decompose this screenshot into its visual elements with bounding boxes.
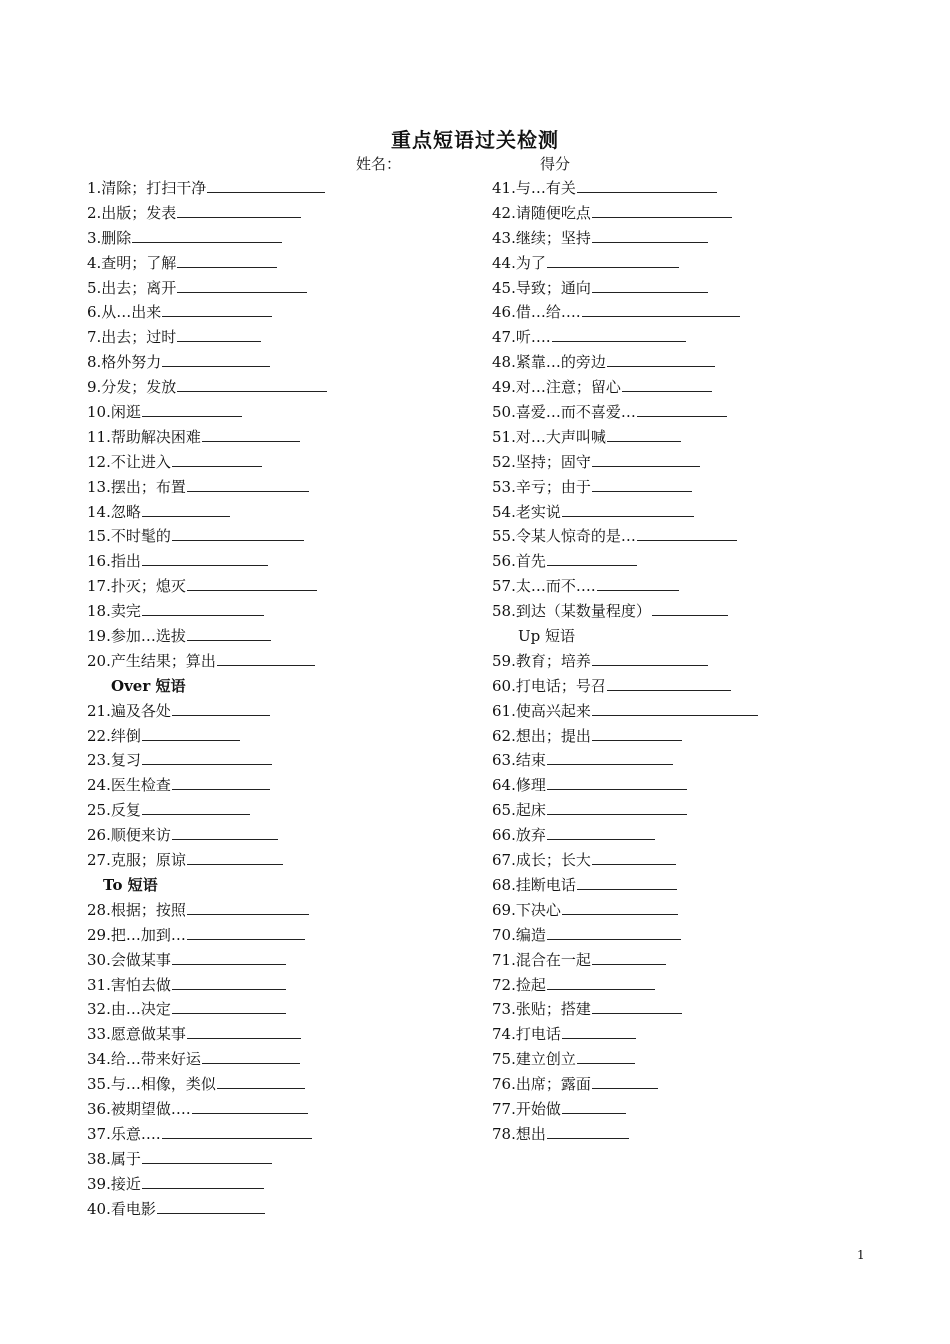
question-prompt: 69.下决心 <box>492 900 561 919</box>
answer-blank[interactable] <box>142 401 242 417</box>
answer-blank[interactable] <box>592 949 666 965</box>
question-item <box>492 1022 758 1047</box>
answer-blank[interactable] <box>547 774 687 790</box>
question-item <box>87 574 327 599</box>
question-prompt: 74.打电话 <box>492 1025 561 1044</box>
answer-blank[interactable] <box>562 501 694 517</box>
answer-blank[interactable] <box>177 376 327 392</box>
question-prompt: 28.根据；按照 <box>87 900 186 919</box>
question-item <box>492 524 758 549</box>
question-prompt: 16.指出 <box>87 552 141 571</box>
question-prompt: 51.对…大声叫喊 <box>492 427 606 446</box>
question-item <box>87 500 327 525</box>
question-prompt: 46.借…给…. <box>492 303 581 322</box>
question-prompt: 35.与…相像，类似 <box>87 1075 216 1094</box>
question-item <box>492 276 758 301</box>
question-item <box>87 823 327 848</box>
question-prompt: 38.属于 <box>87 1149 141 1168</box>
question-item <box>87 997 327 1022</box>
question-prompt: 39.接近 <box>87 1174 141 1193</box>
section-heading-text: To 短语 <box>103 875 158 894</box>
question-item <box>492 674 758 699</box>
answer-blank[interactable] <box>637 525 737 541</box>
answer-blank[interactable] <box>142 600 264 616</box>
answer-blank[interactable] <box>187 899 309 915</box>
question-item <box>87 549 327 574</box>
answer-blank[interactable] <box>142 550 268 566</box>
question-prompt: 33.愿意做某事 <box>87 1025 186 1044</box>
answer-blank[interactable] <box>592 476 692 492</box>
question-item <box>492 699 758 724</box>
question-item <box>492 1122 758 1147</box>
question-item <box>492 1097 758 1122</box>
answer-blank[interactable] <box>172 700 270 716</box>
answer-blank[interactable] <box>592 998 682 1014</box>
answer-blank[interactable] <box>177 277 307 293</box>
question-prompt: 31.害怕去做 <box>87 975 171 994</box>
question-item <box>87 176 327 201</box>
question-item <box>492 574 758 599</box>
question-prompt: 37.乐意…. <box>87 1124 161 1143</box>
question-item <box>492 325 758 350</box>
question-item <box>492 599 758 624</box>
question-prompt: 44.为了 <box>492 253 546 272</box>
answer-blank[interactable] <box>547 550 637 566</box>
answer-blank[interactable] <box>217 1073 305 1089</box>
question-item <box>87 1097 327 1122</box>
answer-blank[interactable] <box>187 575 317 591</box>
answer-blank[interactable] <box>172 998 286 1014</box>
answer-blank[interactable] <box>547 1123 629 1139</box>
question-item <box>87 1072 327 1097</box>
question-prompt: 13.摆出；布置 <box>87 477 186 496</box>
question-prompt: 55.令某人惊奇的是… <box>492 527 636 546</box>
question-prompt: 68.挂断电话 <box>492 875 576 894</box>
question-prompt: 34.给…带来好运 <box>87 1050 201 1069</box>
question-item <box>87 325 327 350</box>
question-item <box>87 798 327 823</box>
answer-blank[interactable] <box>607 351 715 367</box>
section-heading-text: Up 短语 <box>518 627 576 646</box>
answer-blank[interactable] <box>592 650 708 666</box>
answer-blank[interactable] <box>177 202 301 218</box>
question-item <box>87 748 327 773</box>
question-prompt: 15.不时髦的 <box>87 527 171 546</box>
question-item <box>87 201 327 226</box>
question-item <box>87 699 327 724</box>
question-prompt: 65.起床 <box>492 801 546 820</box>
question-prompt: 17.扑灭；熄灭 <box>87 577 186 596</box>
answer-blank[interactable] <box>172 451 262 467</box>
answer-blank[interactable] <box>142 749 272 765</box>
question-item <box>492 748 758 773</box>
answer-blank[interactable] <box>142 1148 272 1164</box>
question-prompt: 72.捡起 <box>492 975 546 994</box>
question-prompt: 71.混合在一起 <box>492 950 591 969</box>
section-heading <box>87 873 327 898</box>
question-item <box>492 350 758 375</box>
question-prompt: 61.使高兴起来 <box>492 701 591 720</box>
question-prompt: 42.请随便吃点 <box>492 203 591 222</box>
question-item <box>492 400 758 425</box>
question-item <box>492 848 758 873</box>
question-prompt: 47.听…. <box>492 328 551 347</box>
question-prompt: 54.老实说 <box>492 502 561 521</box>
answer-blank[interactable] <box>592 277 708 293</box>
answer-blank[interactable] <box>217 650 315 666</box>
question-item <box>87 226 327 251</box>
section-heading <box>87 674 327 699</box>
question-prompt: 11.帮助解决困难 <box>87 427 201 446</box>
answer-blank[interactable] <box>172 824 278 840</box>
question-prompt: 76.出席；露面 <box>492 1075 591 1094</box>
question-item <box>492 300 758 325</box>
question-item <box>87 848 327 873</box>
answer-blank[interactable] <box>547 749 673 765</box>
question-prompt: 23.复习 <box>87 751 141 770</box>
question-item <box>492 649 758 674</box>
answer-blank[interactable] <box>577 874 677 890</box>
answer-blank[interactable] <box>187 924 305 940</box>
answer-blank[interactable] <box>192 1098 308 1114</box>
answer-blank[interactable] <box>187 1023 301 1039</box>
question-prompt: 21.遍及各处 <box>87 701 171 720</box>
question-prompt: 58.到达（某数量程度） <box>492 602 651 621</box>
answer-blank[interactable] <box>582 301 740 317</box>
question-prompt: 77.开始做 <box>492 1099 561 1118</box>
question-item <box>492 375 758 400</box>
name-label: 姓名： <box>356 155 402 173</box>
question-prompt: 50.喜爱…而不喜爱… <box>492 403 636 422</box>
question-item <box>87 599 327 624</box>
question-prompt: 10.闲逛 <box>87 403 141 422</box>
question-item <box>87 276 327 301</box>
question-prompt: 5.出去；离开 <box>87 278 177 297</box>
answer-blank[interactable] <box>547 824 655 840</box>
question-item <box>492 475 758 500</box>
question-item <box>492 773 758 798</box>
question-prompt: 64.修理 <box>492 776 546 795</box>
question-prompt: 9.分发；发放 <box>87 378 177 397</box>
answer-blank[interactable] <box>592 1073 658 1089</box>
question-prompt: 56.首先 <box>492 552 546 571</box>
question-item <box>87 624 327 649</box>
question-item <box>492 798 758 823</box>
answer-blank[interactable] <box>187 849 283 865</box>
answer-blank[interactable] <box>637 401 727 417</box>
right-question-column <box>492 176 758 1147</box>
question-item <box>492 1047 758 1072</box>
answer-blank[interactable] <box>607 675 731 691</box>
question-prompt: 24.医生检查 <box>87 776 171 795</box>
answer-blank[interactable] <box>172 974 286 990</box>
answer-blank[interactable] <box>562 1098 626 1114</box>
question-item <box>492 724 758 749</box>
answer-blank[interactable] <box>547 974 655 990</box>
question-prompt: 7.出去；过时 <box>87 328 177 347</box>
question-prompt: 48.紧靠…的旁边 <box>492 353 606 372</box>
question-item <box>492 873 758 898</box>
question-prompt: 60.打电话；号召 <box>492 676 606 695</box>
question-item <box>87 1172 327 1197</box>
question-prompt: 78.想出 <box>492 1124 546 1143</box>
question-prompt: 30.会做某事 <box>87 950 171 969</box>
question-prompt: 26.顺便来访 <box>87 826 171 845</box>
question-item <box>492 450 758 475</box>
question-prompt: 40.看电影 <box>87 1199 156 1218</box>
answer-blank[interactable] <box>172 774 270 790</box>
question-item <box>87 400 327 425</box>
question-prompt: 73.张贴；搭建 <box>492 1000 591 1019</box>
question-prompt: 70.编造 <box>492 925 546 944</box>
question-item <box>87 1147 327 1172</box>
question-item <box>87 898 327 923</box>
answer-blank[interactable] <box>562 1023 636 1039</box>
answer-blank[interactable] <box>142 501 230 517</box>
question-prompt: 57.太…而不…. <box>492 577 596 596</box>
answer-blank[interactable] <box>177 326 261 342</box>
question-item <box>492 997 758 1022</box>
question-prompt: 12.不让进入 <box>87 452 171 471</box>
question-prompt: 8.格外努力 <box>87 353 162 372</box>
answer-blank[interactable] <box>552 326 686 342</box>
answer-blank[interactable] <box>592 849 676 865</box>
question-item <box>87 1197 327 1222</box>
question-prompt: 2.出版；发表 <box>87 203 177 222</box>
answer-blank[interactable] <box>157 1198 265 1214</box>
answer-blank[interactable] <box>577 1048 635 1064</box>
question-prompt: 20.产生结果；算出 <box>87 651 216 670</box>
question-item <box>87 724 327 749</box>
question-prompt: 59.教育；培养 <box>492 651 591 670</box>
answer-blank[interactable] <box>132 227 282 243</box>
question-item <box>87 425 327 450</box>
answer-blank[interactable] <box>547 799 687 815</box>
question-item <box>87 300 327 325</box>
question-item <box>87 773 327 798</box>
answer-blank[interactable] <box>577 177 717 193</box>
question-item <box>87 923 327 948</box>
answer-blank[interactable] <box>162 301 272 317</box>
answer-blank[interactable] <box>172 949 286 965</box>
question-item <box>87 1022 327 1047</box>
question-item <box>87 1047 327 1072</box>
answer-blank[interactable] <box>142 799 250 815</box>
question-item <box>87 948 327 973</box>
question-prompt: 27.克服；原谅 <box>87 851 186 870</box>
question-prompt: 49.对…注意；留心 <box>492 378 621 397</box>
answer-blank[interactable] <box>592 227 708 243</box>
question-item <box>492 500 758 525</box>
question-item <box>87 524 327 549</box>
question-item <box>87 973 327 998</box>
question-item <box>87 450 327 475</box>
answer-blank[interactable] <box>592 451 700 467</box>
answer-blank[interactable] <box>172 525 304 541</box>
question-item <box>492 251 758 276</box>
question-item <box>492 973 758 998</box>
answer-blank[interactable] <box>597 575 679 591</box>
question-prompt: 14.忽略 <box>87 502 141 521</box>
question-prompt: 19.参加…选拔 <box>87 627 186 646</box>
question-item <box>492 1072 758 1097</box>
question-prompt: 22.绊倒 <box>87 726 141 745</box>
answer-blank[interactable] <box>162 351 270 367</box>
question-item <box>87 251 327 276</box>
question-prompt: 36.被期望做…. <box>87 1099 191 1118</box>
worksheet-title: 重点短语过关检测 <box>391 128 559 152</box>
question-item <box>492 226 758 251</box>
score-label: 得分 <box>540 155 571 173</box>
answer-blank[interactable] <box>207 177 325 193</box>
answer-blank[interactable] <box>202 1048 300 1064</box>
answer-blank[interactable] <box>187 625 271 641</box>
question-prompt: 45.导致；通向 <box>492 278 591 297</box>
answer-blank[interactable] <box>202 426 300 442</box>
question-prompt: 32.由…决定 <box>87 1000 171 1019</box>
question-prompt: 66.放弃 <box>492 826 546 845</box>
question-item <box>492 923 758 948</box>
question-item <box>492 201 758 226</box>
answer-blank[interactable] <box>162 1123 312 1139</box>
answer-blank[interactable] <box>177 252 277 268</box>
question-prompt: 53.辛亏；由于 <box>492 477 591 496</box>
section-heading-text: Over 短语 <box>111 676 186 695</box>
question-prompt: 52.坚持；固守 <box>492 452 591 471</box>
question-item <box>87 350 327 375</box>
question-prompt: 29.把…加到… <box>87 925 186 944</box>
question-prompt: 62.想出；提出 <box>492 726 591 745</box>
question-item <box>492 948 758 973</box>
page-number: 1 <box>857 1248 865 1262</box>
question-item <box>492 176 758 201</box>
question-prompt: 1.清除；打扫干净 <box>87 179 207 197</box>
answer-blank[interactable] <box>142 1173 264 1189</box>
answer-blank[interactable] <box>547 252 679 268</box>
answer-blank[interactable] <box>622 376 712 392</box>
question-prompt: 75.建立创立 <box>492 1050 576 1069</box>
section-heading <box>492 624 758 649</box>
answer-blank[interactable] <box>187 476 309 492</box>
question-prompt: 18.卖完 <box>87 602 141 621</box>
question-prompt: 6.从…出来 <box>87 303 162 322</box>
answer-blank[interactable] <box>607 426 681 442</box>
question-item <box>87 649 327 674</box>
question-prompt: 41.与…有关 <box>492 179 576 197</box>
question-item <box>492 823 758 848</box>
answer-blank[interactable] <box>142 725 240 741</box>
question-item <box>87 475 327 500</box>
question-prompt: 43.继续；坚持 <box>492 228 591 247</box>
question-item <box>87 1122 327 1147</box>
answer-blank[interactable] <box>592 202 732 218</box>
question-prompt: 3.删除 <box>87 228 132 247</box>
question-prompt: 67.成长；长大 <box>492 851 591 870</box>
answer-blank[interactable] <box>592 700 758 716</box>
question-item <box>87 375 327 400</box>
question-prompt: 4.查明；了解 <box>87 253 177 272</box>
answer-blank[interactable] <box>592 725 682 741</box>
answer-blank[interactable] <box>547 924 681 940</box>
question-item <box>492 898 758 923</box>
left-question-column <box>87 176 327 1221</box>
answer-blank[interactable] <box>652 600 728 616</box>
question-item <box>492 425 758 450</box>
answer-blank[interactable] <box>562 899 678 915</box>
question-prompt: 63.结束 <box>492 751 546 770</box>
question-prompt: 25.反复 <box>87 801 141 820</box>
question-item <box>492 549 758 574</box>
